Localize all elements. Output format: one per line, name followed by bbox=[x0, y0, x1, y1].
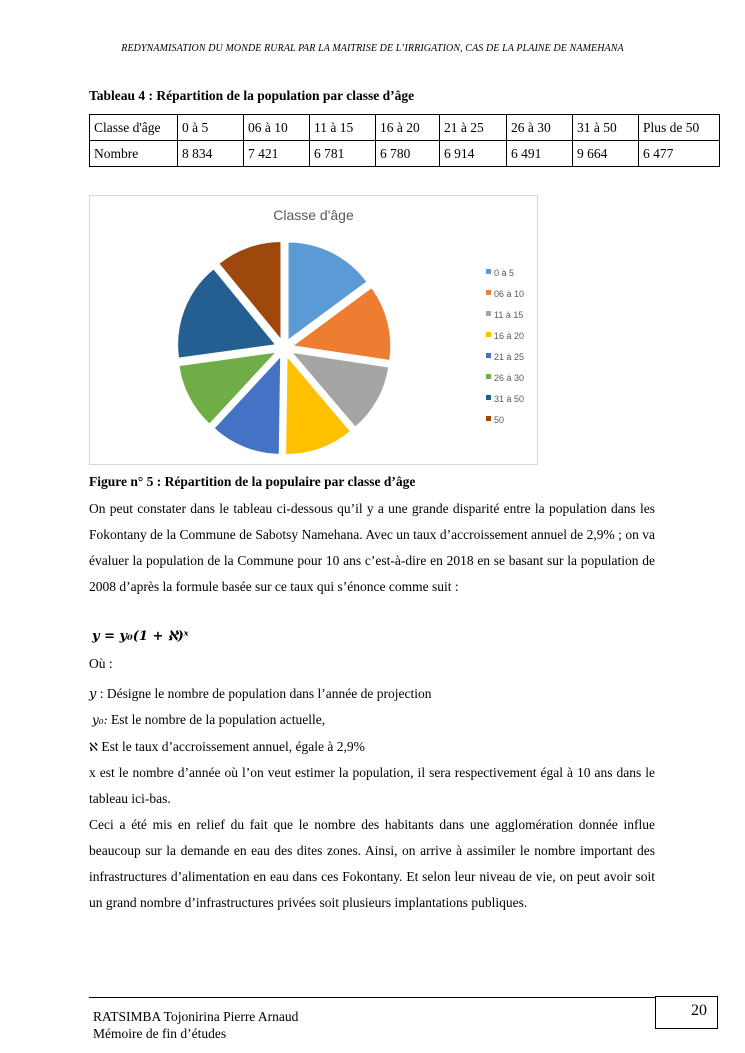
table-cell: 8 834 bbox=[178, 141, 244, 167]
definition-y bbox=[89, 686, 432, 702]
paragraph-intro: On peut constater dans le tableau ci-dessous qu’il y a une grande disparité entre la population dans les Fokontany de la Commune de Sabotsy Namehana. Avec un taux d’accroissement annuel de 2,9% ; on va évaluer la population de la Commune pour 10 ans c’est-à-dire en 2018 en se basant sur la population de 2008 d’après la formule basée sur ce taux qui s’énonce comme suit : bbox=[89, 501, 655, 594]
table-cell: 7 421 bbox=[244, 141, 310, 167]
running-header: REDYNAMISATION DU MONDE RURAL PAR LA MAITRISE DE L’IRRIGATION, CAS DE LA PLAINE DE NAMEHANA bbox=[121, 43, 624, 54]
table-cell: 6 780 bbox=[376, 141, 440, 167]
pie-chart-frame bbox=[89, 195, 538, 465]
row-label-nombre: Nombre bbox=[90, 141, 178, 167]
symbol-y: y bbox=[89, 687, 97, 702]
paragraph-conclusion: Ceci a été mis en relief du fait que le nombre des habitants dans une agglomération donnée influe beaucoup sur la demande en eau des dites zones. Ainsi, on arrive à assimiler le nombre important des infrastructures d’alimentation en eau dans ces Fokontany. Et selon leur niveau de vie, on peut avoir soit un grand nombre d’infrastructures privées soit plusieurs implantations publiques. bbox=[89, 817, 655, 910]
table-cell: 6 781 bbox=[310, 141, 376, 167]
table-cell: Plus de 50 bbox=[639, 115, 720, 141]
legend-label: 26 à 30 bbox=[494, 373, 525, 383]
pie-chart bbox=[90, 196, 537, 464]
author-name: RATSIMBA Tojonirina Pierre Arnaud bbox=[93, 1009, 299, 1024]
legend-swatch bbox=[486, 332, 491, 337]
ou-label: Où : bbox=[89, 656, 113, 671]
definition-x: x est le nombre d’année où l’on veut estimer la population, il sera respectivement égal à 10 ans dans le tableau ici-bas. bbox=[89, 765, 655, 806]
symbol-aleph: ℵ bbox=[89, 740, 98, 754]
legend-swatch bbox=[486, 311, 491, 316]
legend-swatch bbox=[486, 290, 491, 295]
row-label-classe: Classe d'âge bbox=[90, 115, 178, 141]
legend-label: 50 bbox=[494, 415, 505, 425]
table-cell: 26 à 30 bbox=[507, 115, 573, 141]
table-row bbox=[90, 141, 720, 167]
legend-label: 31 à 50 bbox=[494, 394, 525, 404]
formula: y = y₀(1 + ℵ)ˣ bbox=[92, 629, 189, 644]
legend-swatch bbox=[486, 269, 491, 274]
table-cell: 31 à 50 bbox=[573, 115, 639, 141]
chart-title: Classe d'âge bbox=[273, 207, 354, 223]
figure-caption: Figure n° 5 : Répartition de la populaire par classe d’âge bbox=[89, 474, 416, 489]
footer-rule bbox=[89, 997, 655, 998]
definition-y-text: : Désigne le nombre de population dans l’année de projection bbox=[96, 686, 432, 701]
table-cell: 21 à 25 bbox=[440, 115, 507, 141]
legend-label: 21 à 25 bbox=[494, 352, 525, 362]
table-cell: 6 914 bbox=[440, 141, 507, 167]
thesis-subtitle: Mémoire de fin d’études bbox=[93, 1026, 227, 1041]
table-cell: 11 à 15 bbox=[310, 115, 376, 141]
table-cell: 0 à 5 bbox=[178, 115, 244, 141]
page-number: 20 bbox=[655, 996, 718, 1029]
legend-swatch bbox=[486, 395, 491, 400]
table-caption: Tableau 4 : Répartition de la population par classe d’âge bbox=[89, 88, 415, 103]
legend-swatch bbox=[486, 416, 491, 421]
legend-swatch bbox=[486, 374, 491, 379]
definition-y0-text: Est le nombre de la population actuelle, bbox=[107, 712, 326, 727]
legend-label: 11 à 15 bbox=[494, 310, 524, 320]
symbol-y0: y₀: bbox=[92, 713, 108, 727]
table-cell: 6 477 bbox=[639, 141, 720, 167]
legend-swatch bbox=[486, 353, 491, 358]
table-cell: 9 664 bbox=[573, 141, 639, 167]
age-table bbox=[89, 114, 720, 167]
table-cell: 16 à 20 bbox=[376, 115, 440, 141]
legend-label: 06 à 10 bbox=[494, 289, 525, 299]
footer-author bbox=[93, 1008, 298, 1042]
definition-aleph bbox=[89, 739, 365, 755]
table-cell: 06 à 10 bbox=[244, 115, 310, 141]
legend-label: 16 à 20 bbox=[494, 331, 525, 341]
table-row bbox=[90, 115, 720, 141]
definition-aleph-text: Est le taux d’accroissement annuel, égale à 2,9% bbox=[97, 739, 365, 754]
table-cell: 6 491 bbox=[507, 141, 573, 167]
definition-y0 bbox=[92, 712, 325, 728]
legend-label: 0 à 5 bbox=[494, 268, 515, 278]
